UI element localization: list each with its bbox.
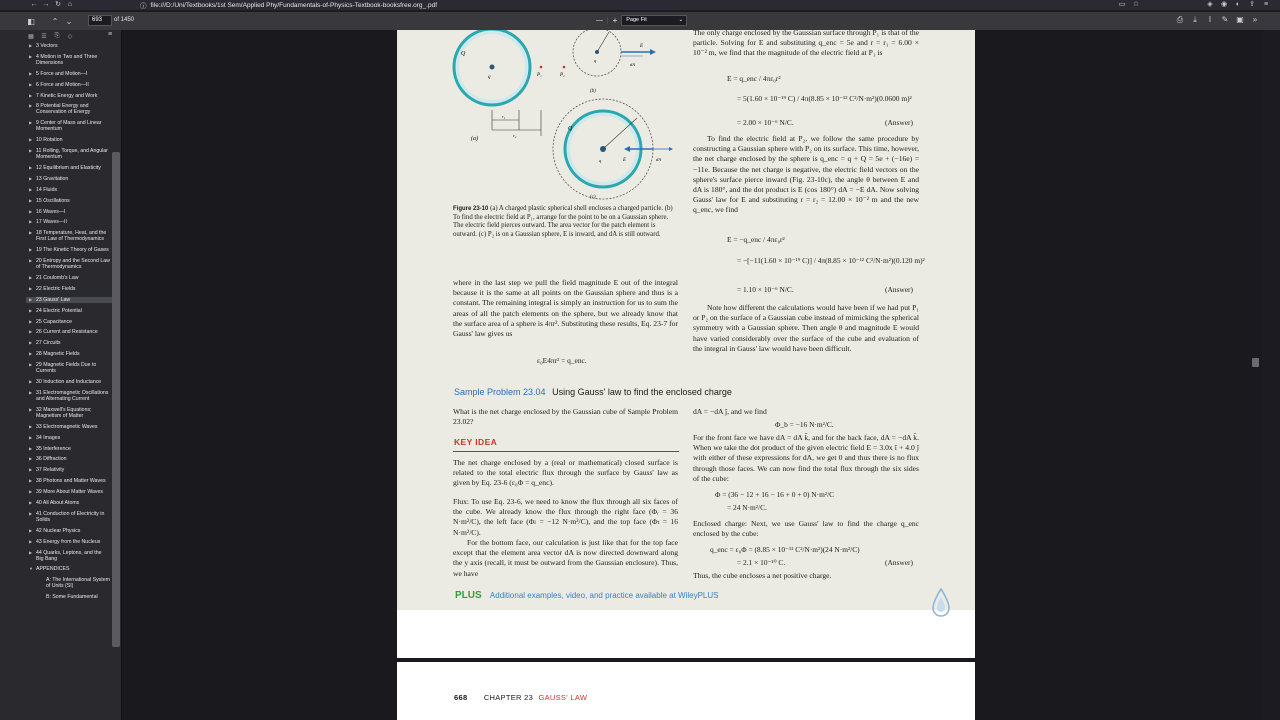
thumbnails-icon[interactable]: ▦ [28, 34, 34, 40]
outline-item-label: B: Some Fundamental [46, 594, 98, 601]
outline-item[interactable] [0, 176, 112, 182]
outline-item[interactable] [0, 478, 112, 484]
chevron-right-icon[interactable]: ▶ [29, 103, 33, 109]
outline-item-label: 4 Motion in Two and Three Dimensions [36, 53, 98, 66]
bookmark-icon[interactable]: ▭ [1118, 1, 1126, 8]
right2-equation-3a: q_enc = ε₀Φ = (8.85 × 10⁻¹² C²/N·m²)(24 N·m²/C) [710, 545, 860, 554]
zoom-value: Page Fit [626, 17, 647, 23]
image-icon[interactable]: ▣ [1236, 15, 1244, 24]
sample-problem-number: Sample Problem 23.04 [454, 387, 546, 397]
chevron-right-icon[interactable]: ▶ [29, 258, 33, 264]
chevron-right-icon[interactable]: ▶ [29, 307, 33, 313]
outline-item-label: 32 Maxwell's Equations; Magnetism of Matter [36, 406, 92, 419]
outline-item-label: 42 Nuclear Physics [36, 527, 81, 534]
outline-item-label: 38 Photons and Matter Waves [36, 478, 106, 485]
outline-item[interactable] [0, 329, 112, 335]
outline-item-label: 15 Oscillations [36, 197, 70, 204]
chevron-right-icon[interactable]: ▶ [29, 489, 33, 495]
browser-toolbar [0, 0, 1280, 10]
back-icon[interactable]: ← [30, 1, 38, 8]
right2-final: Thus, the cube encloses a net positive charge. [693, 571, 832, 580]
outline-item[interactable] [0, 82, 112, 88]
right2-equation-1: Φ_b = −16 N·m²/C. [775, 420, 834, 429]
right2-equation-2b: = 24 N·m²/C. [727, 503, 767, 512]
outline-item[interactable] [0, 577, 112, 589]
outline-item-label: 11 Rolling, Torque, and Angular Momentum [36, 148, 108, 161]
outline-item-label: 9 Center of Mass and Linear Momentum [36, 120, 102, 133]
outline-item-label: 7 Kinetic Energy and Work [36, 92, 98, 99]
outline-item-label: 20 Entropy and the Second Law of Thermodynamics [36, 258, 110, 271]
outline-item[interactable] [0, 209, 112, 215]
sample-problem-question: What is the net charge enclosed by the Gaussian cube of Sample Problem 23.02? [453, 407, 678, 427]
attachments-icon[interactable]: ⎘ [54, 33, 60, 39]
outline-item-label: 39 More About Matter Waves [36, 489, 103, 496]
outline-item-label: 36 Diffraction [36, 456, 67, 463]
droplet-icon [930, 587, 952, 619]
chevron-right-icon[interactable]: ▶ [29, 53, 33, 59]
outline-item[interactable] [0, 379, 112, 385]
figure-caption-text: (a) A charged plastic spherical shell encloses a charged particle. (b) To find the electric field at P₁, arrange for the point to be on a Gaussian sphere. The electric field pierces outward. The area vector for the patch element is outward. (c) P₂ is on a Gaussian sphere, E is inward, and dA is still outward. [453, 205, 673, 238]
chevron-right-icon[interactable]: ▶ [29, 351, 33, 357]
fig-label-a: (a) [471, 136, 478, 142]
outline-item[interactable] [0, 489, 112, 495]
pdf-page-next [397, 662, 975, 720]
account-icon[interactable]: ◉ [1220, 1, 1228, 8]
outline-item[interactable] [0, 120, 112, 132]
right-equation-2a: E = −q_enc / 4πε₀r² [727, 235, 785, 244]
chevron-down-icon: ⌄ [678, 17, 684, 23]
outline-item-label: 23 Gauss' Law [36, 296, 71, 303]
outline-item-label: 24 Electric Potential [36, 307, 82, 314]
chevron-right-icon[interactable]: ▶ [29, 285, 33, 291]
chevron-right-icon[interactable]: ▶ [29, 510, 33, 516]
zoom-in-button[interactable]: + [612, 16, 618, 25]
chevron-right-icon[interactable]: ▶ [29, 406, 33, 412]
chevron-right-icon[interactable]: ▶ [29, 120, 33, 126]
chevron-right-icon[interactable]: ▶ [29, 478, 33, 484]
chevron-right-icon[interactable]: ▶ [29, 445, 33, 451]
outline-item[interactable] [0, 550, 112, 562]
chevron-right-icon[interactable]: ▶ [29, 165, 33, 171]
print-icon[interactable]: ⎙ [1176, 15, 1184, 24]
save-icon[interactable]: ⤓ [1193, 15, 1197, 24]
chevron-right-icon[interactable]: ▶ [29, 230, 33, 236]
chevron-right-icon[interactable]: ▶ [29, 92, 33, 98]
outline-item[interactable] [0, 446, 112, 452]
zoom-out-button[interactable]: — [596, 17, 603, 24]
left-paragraph-1: where in the last step we pull the field magnitude E out of the integral because it is the same at all points on the Gaussian sphere and thus is a constant. The remaining integral is simply an instruction for us to sum the areas of all the patch elements on the sphere, but we already know that the surface area of a sphere is 4πr². Substituting these results, Eq. 23-7 for Gauss' law gives us [453, 278, 678, 339]
fig-label-dA-c: dA [656, 157, 661, 162]
chevron-right-icon[interactable]: ▶ [29, 186, 33, 192]
chevron-right-icon[interactable]: ▶ [29, 148, 33, 154]
url-text[interactable]: file:///D:/Uni/Textbooks/1st Sem/Applied Phy/Fundamentals-of-Physics-Textbook-booksfree.org_.pdf [150, 1, 437, 9]
sample-problem-heading [454, 387, 732, 397]
forward-icon[interactable]: → [42, 1, 50, 8]
right-equation-2b: = −[−11(1.60 × 10⁻¹⁹ C)] / 4π(8.85 × 10⁻¹² C²/N·m²)(0.120 m)² [737, 256, 925, 265]
outline-item[interactable] [0, 198, 112, 204]
outline-item[interactable] [0, 340, 112, 346]
chevron-right-icon[interactable]: ▶ [29, 318, 33, 324]
outline-item[interactable] [0, 424, 112, 430]
outline-menu-icon[interactable]: ≡ [108, 31, 113, 38]
outline-item-label: A: The International System of Units (SI) [46, 577, 110, 590]
outline-item-label: 27 Circuits [36, 340, 61, 347]
outline-item-label: 14 Fluids [36, 186, 58, 193]
fig-label-c: (c) [590, 195, 596, 200]
chevron-right-icon[interactable]: ▶ [29, 389, 33, 395]
outline-item[interactable] [0, 137, 112, 143]
chevron-right-icon[interactable]: ▶ [29, 549, 33, 555]
right2-line-1: dA = −dA ĵ, and we find [693, 407, 767, 416]
outline-item[interactable] [0, 539, 112, 545]
fig-label-dA-b: dA [630, 62, 635, 67]
page-info-icon[interactable]: ⓘ [140, 2, 147, 10]
draw-icon[interactable]: ✎ [1221, 15, 1229, 24]
outline-item-label: 43 Energy from the Nucleus [36, 538, 101, 545]
text-tool-icon[interactable]: I [1208, 15, 1212, 24]
sample-problem-title: Using Gauss' law to find the enclosed charge [552, 387, 732, 397]
sidebar-toggle-icon[interactable]: ◧ [27, 16, 35, 26]
footer-chapter: CHAPTER 23 [483, 693, 534, 702]
outline-item[interactable] [0, 594, 112, 600]
outline-item-label: 40 All About Atoms [36, 499, 80, 506]
right-paragraph-1: The only charge enclosed by the Gaussian surface through P₁ is that of the particle. Solving for E and substituting q_enc = 5e and r = r₁ = 6.00 × 10⁻² m, we find that the magnitude of the electric field at P₁ is [693, 28, 919, 58]
outline-item[interactable] [0, 275, 112, 281]
outline-item-label: APPENDICES [36, 566, 70, 573]
right2-paragraph-1: For the front face we have dA = dA k̂, and for the back face, dA = −dA k̂. When we take the dot product of the given electric field E = 3.0x î + 4.0 ĵ with either of these expressions for dA, we get 0 and thus there is no flux through those faces. We can now find the total flux through the six sides of the cube: [693, 433, 919, 483]
chevron-right-icon[interactable]: ▶ [29, 467, 33, 473]
chevron-right-icon[interactable]: ▶ [29, 175, 33, 181]
zoom-select[interactable] [621, 15, 687, 26]
outline-item-label: 19 The Kinetic Theory of Gases [36, 247, 109, 254]
wileyplus-text[interactable]: Additional examples, video, and practice available at WileyPLUS [489, 591, 719, 600]
chevron-right-icon[interactable]: ▶ [29, 423, 33, 429]
outline-item[interactable] [0, 362, 112, 374]
wileyplus-logo: PLUS [455, 590, 482, 601]
right2-equation-2a: Φ = (36 − 12 + 16 − 16 + 0 + 0) N·m²/C [715, 490, 835, 499]
chevron-right-icon[interactable]: ▶ [29, 208, 33, 214]
outline-item-label: 28 Magnetic Fields [36, 351, 80, 358]
outline-item-label: 5 Force and Motion—I [36, 70, 88, 77]
chevron-right-icon[interactable]: ▶ [29, 456, 33, 462]
extensions-icon[interactable]: ◐ [1235, 1, 1241, 8]
outline-item-label: 37 Relativity [36, 467, 65, 474]
fig-label-P1: P₁ [537, 73, 542, 78]
fig-label-Q: Q [461, 51, 466, 57]
flux-paragraph: Flux: To use Eq. 23-6, we need to know the flux through all six faces of the cube. We already know the flux through the right face (Φᵣ = 36 N·m²/C), the left face (Φₗ = −12 N·m²/C), and the top face (Φₜ = 16 N·m²/C). [453, 497, 678, 537]
outline-item-label: 30 Induction and Inductance [36, 379, 102, 386]
outline-item[interactable] [0, 219, 112, 225]
outline-item-label: 17 Waves—II [36, 219, 67, 226]
fig-label-b: (b) [590, 89, 596, 94]
chevron-right-icon[interactable]: ▶ [29, 247, 33, 253]
share-icon[interactable]: ⇪ [1249, 1, 1255, 8]
right-paragraph-2: To find the electric field at P₂, we follow the same procedure by constructing a Gaussian sphere with P₂ on its surface. This time, however, the net charge enclosed by the sphere is q_enc = q + Q = 5e + (−16e) = −11e. Because the net charge is negative, the electric field vectors on the sphere's surface pierce inward (Fig. 23-10c), the angle θ between E and dA is 180°, and the dot product is E (cos 180°) dA = −E dA. Now solving Gauss' law for E and substituting r = r₂ = 12.00 × 10⁻² m and the new q_enc, we find [693, 134, 919, 215]
right-equation-2c: = 1.10 × 10⁻⁶ N/C. [737, 285, 794, 294]
outline-item[interactable] [0, 407, 112, 419]
outline-item[interactable] [0, 71, 112, 77]
sidebar-scrollbar[interactable] [112, 152, 120, 647]
footer-page-number: 668 [454, 693, 468, 702]
right2-equation-3b: = 2.1 × 10⁻¹⁰ C. [737, 558, 786, 567]
key-idea-text: The net charge enclosed by a (real or mathematical) closed surface is related to the total electric flux through the surface by Gauss' law as given by Eq. 23-6 (ε₀Φ = q_enc). [453, 458, 678, 488]
star-icon[interactable]: ☆ [1132, 1, 1140, 8]
chevron-right-icon[interactable]: ▶ [29, 538, 33, 544]
fig-label-q-c: q [599, 158, 602, 163]
outline-item[interactable] [0, 93, 112, 99]
next-page-icon[interactable]: ⌄ [65, 16, 73, 26]
outline-item[interactable] [0, 435, 112, 441]
footer-chapter-title: GAUSS' LAW [538, 693, 588, 702]
outline-item-label: 41 Conduction of Electricity in Solids [36, 510, 105, 523]
pdf-sidebar [0, 30, 122, 720]
outline-item[interactable] [0, 467, 112, 473]
outline-item[interactable] [0, 351, 112, 357]
tools-menu-icon[interactable]: » [1252, 15, 1258, 24]
chevron-right-icon[interactable]: ▶ [29, 362, 33, 368]
outline-item[interactable] [0, 319, 112, 325]
chevron-right-icon[interactable]: ▶ [29, 329, 33, 335]
chevron-right-icon[interactable]: ▶ [29, 499, 33, 505]
fig-label-r1: r₁ [502, 114, 506, 119]
outline-item-label: 6 Force and Motion—II [36, 81, 89, 88]
answer-label-1: (Answer) [885, 118, 913, 127]
chevron-right-icon[interactable]: ▶ [29, 434, 33, 440]
outline-item-label: 35 Interference [36, 445, 71, 452]
fig-label-r2: r₂ [513, 133, 517, 138]
outline-item[interactable] [0, 148, 112, 160]
outline-item[interactable] [0, 308, 112, 314]
page-count: of 1450 [114, 17, 135, 23]
outline-item[interactable] [0, 258, 112, 270]
home-icon[interactable]: ⌂ [67, 1, 73, 8]
figure-caption [453, 205, 677, 239]
outline-item[interactable] [0, 528, 112, 534]
outline-item-label: 25 Capacitance [36, 318, 73, 325]
right-equation-1c: = 2.00 × 10⁻⁶ N/C. [737, 118, 794, 127]
outline-item[interactable] [0, 54, 112, 66]
chevron-right-icon[interactable]: ▶ [29, 197, 33, 203]
outline-icon[interactable]: ☰ [41, 34, 47, 40]
outline-item-label: 29 Magnetic Fields Due to Currents [36, 362, 97, 375]
menu-icon[interactable]: ≡ [1263, 1, 1269, 8]
answer-label-3: (Answer) [885, 558, 913, 567]
outline-item[interactable] [0, 43, 112, 49]
outline-item-label: 10 Rotation [36, 137, 63, 144]
outline-item[interactable] [0, 511, 112, 523]
pocket-icon[interactable]: ◈ [1207, 1, 1213, 8]
outline-item[interactable] [0, 286, 112, 292]
fig-label-Q-c: Q [568, 126, 573, 132]
url-bar[interactable] [140, 0, 437, 10]
outline-item-label: 16 Waves—I [36, 208, 66, 215]
chevron-right-icon[interactable]: ▶ [29, 219, 33, 225]
fig-label-E-b: E [640, 44, 644, 49]
outline-item-label: 26 Current and Resistance [36, 329, 98, 336]
outline-item[interactable] [0, 456, 112, 462]
outline-item-label: 13 Gravitation [36, 175, 69, 182]
outline-item-label: 12 Equilibrium and Elasticity [36, 165, 101, 172]
chevron-right-icon[interactable]: ▶ [29, 43, 33, 48]
chevron-right-icon[interactable]: ▶ [29, 137, 33, 143]
outline-item[interactable] [0, 103, 112, 115]
outline-item[interactable] [0, 500, 112, 506]
key-idea-heading: KEY IDEA [454, 437, 498, 447]
outline-item-label: 22 Electric Fields [36, 285, 76, 292]
outline-item[interactable] [0, 247, 112, 253]
separator: | [607, 17, 609, 24]
chevron-right-icon[interactable]: ▶ [29, 379, 33, 385]
right-paragraph-3: Note how different the calculations would have been if we had put P₁ or P₂ on the surface of a Gaussian cube instead of mimicking the spherical symmetry with a Gaussian sphere. Then angle θ and magnitude E would have varied considerably over the surface of the cube and evaluation of the integral in Gauss' law would have been difficult. [693, 303, 919, 353]
fig-label-P2: P₂ [560, 73, 565, 78]
pdf-toolbar [0, 12, 1280, 30]
document-outline [0, 43, 112, 720]
right-equation-1a: E = q_enc / 4πε₀r² [727, 74, 781, 83]
outline-item-label: 33 Electromagnetic Waves [36, 423, 98, 430]
outline-item[interactable] [0, 566, 112, 572]
chevron-right-icon[interactable]: ▶ [29, 296, 33, 302]
divider [453, 451, 679, 452]
outline-item-label: 8 Potential Energy and Conservation of Energy [36, 103, 91, 116]
outline-item[interactable] [0, 390, 112, 402]
outline-item-label: 18 Temperature, Heat, and the First Law of Thermodynamics [36, 230, 107, 243]
page-footer [454, 693, 587, 702]
outline-item-label: 31 Electromagnetic Oscillations and Alternating Current [36, 389, 109, 402]
bottom-face-paragraph: For the bottom face, our calculation is just like that for the top face except that the element area vector dA is now directed downward along the y axis (recall, it must be outward from the Gaussian enclosure). Thus, we have [453, 538, 678, 578]
sidebar-tools [0, 30, 121, 43]
answer-label-2: (Answer) [885, 285, 913, 294]
page-content [397, 30, 975, 610]
outline-item-label: 44 Quarks, Leptons, and the Big Bang [36, 549, 102, 562]
left-equation-1: ε₀E4πr² = q_enc. [537, 356, 587, 365]
chevron-right-icon[interactable]: ▶ [29, 275, 33, 281]
pdf-page [397, 30, 975, 658]
reload-icon[interactable]: ↻ [55, 1, 61, 8]
outline-item-label: 21 Coulomb's Law [36, 275, 79, 282]
chevron-right-icon[interactable]: ▶ [29, 527, 33, 533]
previous-page-icon[interactable]: ⌃ [51, 16, 59, 26]
chevron-right-icon[interactable]: ▶ [29, 340, 33, 346]
layers-icon[interactable]: ◇ [67, 34, 73, 40]
figure-23-10 [447, 30, 677, 205]
outline-item-label: 34 Images [36, 434, 61, 441]
viewer-scrollbar[interactable] [1252, 358, 1259, 367]
outline-item-label: 3 Vectors [36, 43, 58, 49]
fig-label-E-c: E [623, 158, 627, 163]
outline-item[interactable] [26, 297, 112, 303]
chevron-down-icon[interactable]: ▼ [29, 566, 33, 572]
fig-label-q-b: q [594, 58, 597, 63]
right2-paragraph-2: Enclosed charge: Next, we use Gauss' law to find the charge q_enc enclosed by the cube: [693, 519, 919, 539]
outline-item[interactable] [0, 165, 112, 171]
fig-label-q: q [488, 75, 491, 80]
page-number-input[interactable]: 693 [88, 15, 112, 26]
chevron-right-icon[interactable]: ▶ [29, 70, 33, 76]
right-equation-1b: = 5(1.60 × 10⁻¹⁹ C) / 4π(8.85 × 10⁻¹² C²/N·m²)(0.0600 m)² [737, 94, 912, 103]
figure-caption-label: Figure 23-10 [453, 206, 489, 212]
chevron-right-icon[interactable]: ▶ [29, 81, 33, 87]
outline-item[interactable] [0, 230, 112, 242]
outline-item[interactable] [0, 187, 112, 193]
wileyplus-banner [455, 590, 718, 601]
